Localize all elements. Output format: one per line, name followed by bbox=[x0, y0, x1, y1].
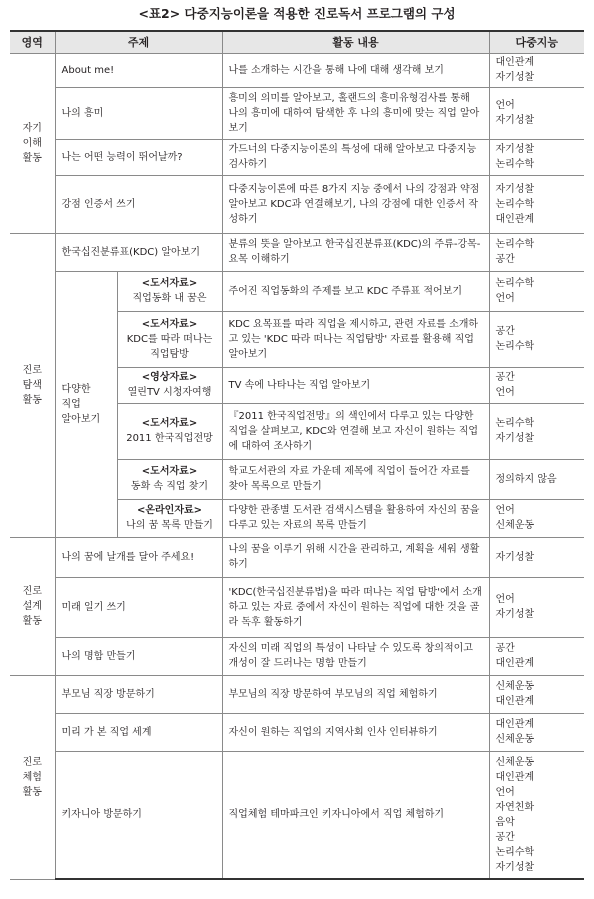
intelligence-cell bbox=[489, 675, 584, 713]
activity-cell: TV 속에 나타나는 직업 알아보기 bbox=[222, 367, 489, 403]
area-text: 체험 bbox=[22, 771, 42, 783]
area-text: 진로 bbox=[22, 364, 42, 376]
activity-cell: 『2011 한국직업전망』의 색인에서 다루고 있는 다양한 직업을 살펴보고, KDC와 연결해 보고 자신이 원하는 직업에 대하여 조사하기 bbox=[222, 403, 489, 459]
intelligence-cell bbox=[489, 499, 584, 537]
activity-cell: 다양한 관종별 도서관 검색시스템을 활용하여 자신의 꿈을 다루고 있는 자료의 목록 만들기 bbox=[222, 499, 489, 537]
intelligence-item: 공간 bbox=[495, 372, 515, 383]
table-row bbox=[10, 751, 584, 879]
intelligence-item: 자기성찰 bbox=[495, 72, 535, 83]
resource-title: 2011 한국직업전망 bbox=[126, 433, 213, 444]
resource-title: 열린TV 시청자여행 bbox=[127, 387, 212, 398]
header-topic: 주제 bbox=[55, 31, 222, 53]
resource-cell bbox=[117, 367, 222, 403]
resource-title: KDC를 따라 떠나는 직업탐방 bbox=[126, 333, 213, 360]
resource-type: <도서자료> bbox=[141, 466, 198, 477]
topic-cell: 부모님 직장 방문하기 bbox=[55, 675, 222, 713]
table-row bbox=[10, 637, 584, 675]
intelligence-cell bbox=[489, 271, 584, 311]
table-row bbox=[10, 53, 584, 87]
activity-cell: 'KDC(한국십진분류법)을 따라 떠나는 직업 탐방'에서 소개하고 있는 자료 중에서 자신이 원하는 직업에 대한 것을 골라 독후 활동하기 bbox=[222, 577, 489, 637]
activity-cell: 가드너의 다중지능이론의 특성에 대해 알아보고 다중지능 검사하기 bbox=[222, 139, 489, 175]
topic-cell: 미리 가 본 직업 세계 bbox=[55, 713, 222, 751]
intelligence-cell bbox=[489, 577, 584, 637]
intelligence-item: 정의하지 않음 bbox=[495, 473, 557, 485]
intelligence-item: 신체운동 bbox=[495, 734, 535, 745]
activity-cell: 다중지능이론에 따른 8가지 지능 중에서 나의 강점과 약점 알아보고 KDC과 연결해보기, 나의 강점에 대한 인증서 작성하기 bbox=[222, 175, 489, 233]
intelligence-item: 자기성찰 bbox=[495, 183, 535, 195]
activity-cell: 자신이 원하는 직업의 지역사회 인사 인터뷰하기 bbox=[222, 713, 489, 751]
area-text: 진로 bbox=[22, 756, 42, 768]
intelligence-item: 공간 bbox=[495, 254, 515, 265]
intelligence-item: 자기성찰 bbox=[495, 433, 535, 444]
intelligence-item: 논리수학 bbox=[495, 341, 535, 352]
intelligence-item: 논리수학 bbox=[495, 239, 535, 250]
resource-cell bbox=[117, 271, 222, 311]
resource-type: <온라인자료> bbox=[136, 505, 203, 516]
group-text: 다양한 bbox=[61, 383, 91, 395]
resource-cell bbox=[117, 459, 222, 499]
resource-cell bbox=[117, 311, 222, 367]
topic-cell: 강점 인증서 쓰기 bbox=[55, 175, 222, 233]
intelligence-item: 언어 bbox=[495, 786, 515, 798]
intelligence-item: 공간 bbox=[495, 643, 515, 654]
resource-type: <영상자료> bbox=[141, 372, 198, 383]
area-text: 진로 bbox=[22, 585, 42, 597]
topic-cell: 나는 어떤 능력이 뛰어날까? bbox=[55, 139, 222, 175]
activity-cell: 나를 소개하는 시간을 통해 나에 대해 생각해 보기 bbox=[222, 53, 489, 87]
topic-cell: 나의 흥미 bbox=[55, 87, 222, 139]
area-text: 활동 bbox=[22, 152, 42, 164]
intelligence-item: 대인관계 bbox=[495, 696, 535, 707]
intelligence-item: 공간 bbox=[495, 326, 515, 337]
activity-cell: 나의 꿈을 이루기 위해 시간을 관리하고, 계획을 세워 생활하기 bbox=[222, 537, 489, 577]
activity-cell: 흥미의 의미를 알아보고, 홀랜드의 흥미유형검사를 통해 나의 흥미에 대하여 탐색한 후 나의 흥미에 맞는 직업 알아보기 bbox=[222, 87, 489, 139]
activity-cell: 자신의 미래 직업의 특성이 나타날 수 있도록 창의적이고 개성이 잘 드러나는 명함 만들기 bbox=[222, 637, 489, 675]
activity-cell: 직업체험 테마파크인 키자니아에서 직업 체험하기 bbox=[222, 751, 489, 879]
intelligence-item: 신체운동 bbox=[495, 681, 535, 692]
header-area: 영역 bbox=[10, 31, 55, 53]
intelligence-cell bbox=[489, 87, 584, 139]
activity-cell: 주어진 직업동화의 주제를 보고 KDC 주류표 적어보기 bbox=[222, 271, 489, 311]
intelligence-item: 자기성찰 bbox=[495, 115, 535, 126]
intelligence-cell bbox=[489, 367, 584, 403]
area-career-experience bbox=[10, 675, 55, 879]
intelligence-item: 자기성찰 bbox=[495, 144, 535, 155]
intelligence-cell bbox=[489, 233, 584, 271]
group-text: 알아보기 bbox=[61, 413, 101, 425]
intelligence-item: 공간 bbox=[495, 831, 515, 843]
intelligence-item: 논리수학 bbox=[495, 278, 535, 289]
intelligence-item: 논리수학 bbox=[495, 159, 535, 170]
topic-cell: 미래 일기 쓰기 bbox=[55, 577, 222, 637]
intelligence-cell bbox=[489, 751, 584, 879]
intelligence-item: 대인관계 bbox=[495, 213, 535, 225]
resource-cell bbox=[117, 499, 222, 537]
program-table bbox=[10, 30, 584, 880]
intelligence-item: 대인관계 bbox=[495, 771, 535, 783]
header-activity: 활동 내용 bbox=[222, 31, 489, 53]
table-row bbox=[10, 675, 584, 713]
intelligence-item: 논리수학 bbox=[495, 846, 535, 858]
intelligence-item: 자연친화 bbox=[495, 801, 535, 813]
resource-title: 직업동화 내 꿈은 bbox=[132, 293, 207, 304]
topic-cell: 나의 꿈에 날개를 달아 주세요! bbox=[55, 537, 222, 577]
activity-cell: 부모님의 직장 방문하여 부모님의 직업 체험하기 bbox=[222, 675, 489, 713]
intelligence-cell bbox=[489, 637, 584, 675]
activity-cell: KDC 요목표를 따라 직업을 제시하고, 관련 자료를 소개하고 있는 'KDC 따라 떠나는 직업탐방' 자료를 활용해 직업 알아보기 bbox=[222, 311, 489, 367]
intelligence-cell bbox=[489, 311, 584, 367]
intelligence-item: 자기성찰 bbox=[495, 861, 535, 873]
intelligence-item: 자기성찰 bbox=[495, 609, 535, 620]
resource-title: 동화 속 직업 찾기 bbox=[130, 481, 209, 492]
area-text: 설계 bbox=[22, 600, 42, 612]
intelligence-cell bbox=[489, 53, 584, 87]
intelligence-item: 논리수학 bbox=[495, 198, 535, 210]
area-text: 자기 bbox=[22, 122, 42, 134]
topic-cell: 나의 명함 만들기 bbox=[55, 637, 222, 675]
area-career-exploration bbox=[10, 233, 55, 537]
intelligence-item: 언어 bbox=[495, 100, 515, 111]
intelligence-cell bbox=[489, 139, 584, 175]
intelligence-cell bbox=[489, 403, 584, 459]
area-text: 이해 bbox=[22, 137, 42, 149]
area-text: 탐색 bbox=[22, 379, 42, 391]
intelligence-item: 신체운동 bbox=[495, 756, 535, 768]
header-intelligence: 다중지능 bbox=[489, 31, 584, 53]
table-row bbox=[10, 537, 584, 577]
intelligence-item: 신체운동 bbox=[495, 520, 535, 531]
table-row bbox=[10, 87, 584, 139]
intelligence-item: 논리수학 bbox=[495, 418, 535, 429]
group-various-jobs bbox=[55, 271, 117, 537]
area-text: 활동 bbox=[22, 615, 42, 627]
topic-cell: 키자니아 방문하기 bbox=[55, 751, 222, 879]
resource-title: 나의 꿈 목록 만들기 bbox=[126, 520, 213, 531]
intelligence-item: 언어 bbox=[495, 594, 515, 605]
intelligence-item: 언어 bbox=[495, 387, 515, 398]
resource-type: <도서자료> bbox=[141, 278, 198, 289]
intelligence-item: 대인관계 bbox=[495, 57, 535, 68]
intelligence-cell bbox=[489, 537, 584, 577]
table-row bbox=[10, 233, 584, 271]
intelligence-item: 언어 bbox=[495, 293, 515, 304]
area-text: 활동 bbox=[22, 394, 42, 406]
resource-type: <도서자료> bbox=[141, 318, 198, 330]
activity-cell: 분류의 뜻을 알아보고 한국십진분류표(KDC)의 주류-강목-요목 이해하기 bbox=[222, 233, 489, 271]
intelligence-cell bbox=[489, 459, 584, 499]
table-row bbox=[10, 139, 584, 175]
intelligence-cell bbox=[489, 713, 584, 751]
table-row bbox=[10, 713, 584, 751]
topic-cell: About me! bbox=[55, 53, 222, 87]
header-row bbox=[10, 31, 584, 53]
resource-type: <도서자료> bbox=[141, 418, 198, 429]
area-text: 활동 bbox=[22, 786, 42, 798]
area-self-understanding bbox=[10, 53, 55, 233]
intelligence-item: 자기성찰 bbox=[495, 551, 535, 563]
intelligence-cell bbox=[489, 175, 584, 233]
intelligence-item: 음악 bbox=[495, 816, 515, 828]
intelligence-item: 대인관계 bbox=[495, 719, 535, 730]
table-caption: <표2> 다중지능이론을 적용한 진로독서 프로그램의 구성 bbox=[138, 6, 456, 21]
group-text: 직업 bbox=[61, 398, 81, 410]
table-row bbox=[10, 577, 584, 637]
intelligence-item: 언어 bbox=[495, 505, 515, 516]
activity-cell: 학교도서관의 자료 가운데 제목에 직업이 들어간 자료를 찾아 목록으로 만들기 bbox=[222, 459, 489, 499]
resource-cell bbox=[117, 403, 222, 459]
table-row bbox=[10, 175, 584, 233]
table-row bbox=[10, 271, 584, 311]
topic-cell: 한국십진분류표(KDC) 알아보기 bbox=[55, 233, 222, 271]
area-career-design bbox=[10, 537, 55, 675]
intelligence-item: 대인관계 bbox=[495, 658, 535, 669]
